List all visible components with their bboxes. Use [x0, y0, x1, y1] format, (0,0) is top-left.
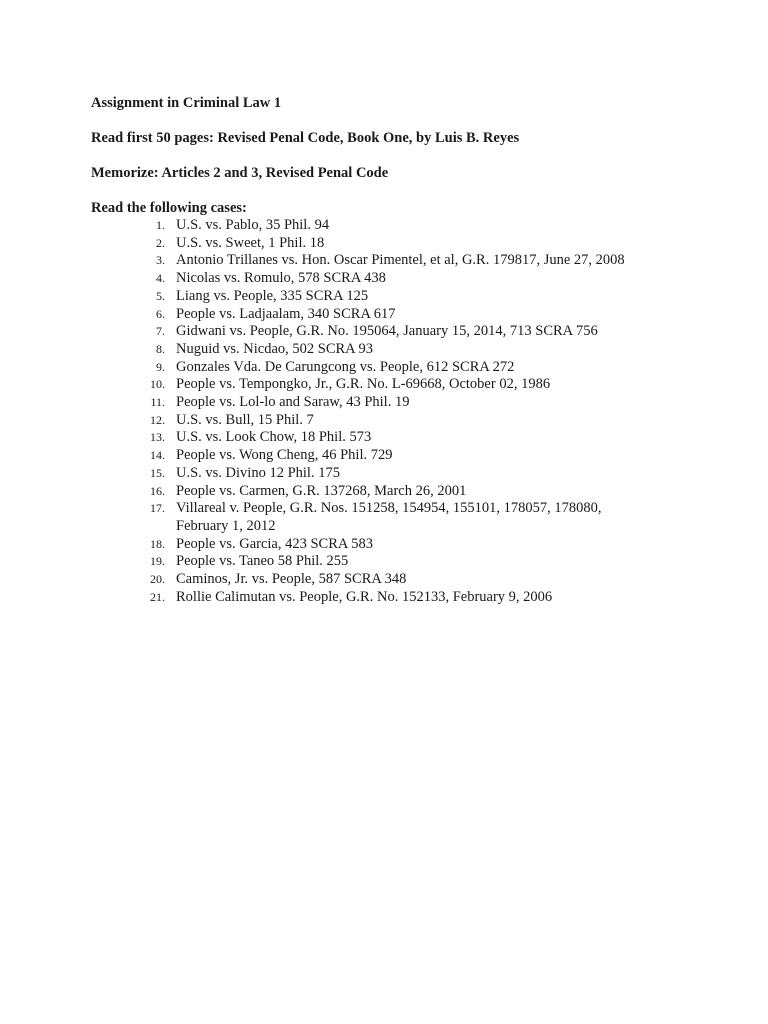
case-number: 12.	[150, 412, 165, 427]
case-item	[91, 359, 731, 377]
case-item	[91, 536, 731, 554]
cases-heading: Read the following cases:	[91, 200, 247, 216]
case-item	[91, 288, 731, 306]
document-page	[91, 94, 731, 606]
case-item	[91, 571, 731, 589]
case-number: 13.	[150, 430, 165, 445]
case-number: 17.	[150, 501, 165, 516]
case-item	[91, 412, 731, 430]
case-citation: People vs. Ladjaalam, 340 SCRA 617	[176, 305, 396, 322]
case-item	[91, 235, 731, 253]
memorize-assignment: Memorize: Articles 2 and 3, Revised Penal Code	[91, 165, 389, 181]
case-citation: Rollie Calimutan vs. People, G.R. No. 152133, February 9, 2006	[176, 588, 553, 605]
case-item	[91, 323, 731, 341]
case-number: 14.	[150, 448, 165, 463]
case-list	[91, 217, 731, 606]
case-item	[91, 252, 731, 270]
case-citation: Liang vs. People, 335 SCRA 125	[176, 287, 369, 304]
case-item	[91, 589, 731, 607]
case-number: 20.	[150, 572, 165, 587]
case-citation: Gonzales Vda. De Carungcong vs. People, 612 SCRA 272	[176, 358, 515, 375]
case-number: 2.	[156, 235, 165, 250]
case-citation: People vs. Taneo 58 Phil. 255	[176, 553, 349, 570]
case-number: 8.	[156, 341, 165, 356]
case-citation: Villareal v. People, G.R. Nos. 151258, 154954, 155101, 178057, 178080, February 1, 2012	[176, 500, 602, 534]
case-citation: People vs. Lol-lo and Saraw, 43 Phil. 19	[176, 394, 410, 411]
case-citation: Caminos, Jr. vs. People, 587 SCRA 348	[176, 571, 407, 588]
case-citation: U.S. vs. Sweet, 1 Phil. 18	[176, 234, 325, 251]
case-citation: Antonio Trillanes vs. Hon. Oscar Pimentel, et al, G.R. 179817, June 27, 2008	[176, 252, 625, 269]
case-item	[91, 306, 731, 324]
case-citation: U.S. vs. Bull, 15 Phil. 7	[176, 411, 314, 428]
case-item	[91, 500, 731, 535]
case-citation: U.S. vs. Look Chow, 18 Phil. 573	[176, 429, 372, 446]
case-number: 15.	[150, 465, 165, 480]
case-number: 21.	[150, 589, 165, 604]
case-number: 16.	[150, 483, 165, 498]
case-number: 18.	[150, 536, 165, 551]
case-citation: U.S. vs. Pablo, 35 Phil. 94	[176, 217, 330, 233]
case-citation: People vs. Carmen, G.R. 137268, March 26, 2001	[176, 482, 467, 499]
case-citation: Gidwani vs. People, G.R. No. 195064, January 15, 2014, 713 SCRA 756	[176, 323, 598, 340]
case-number: 5.	[156, 288, 165, 303]
case-item	[91, 447, 731, 465]
document-title: Assignment in Criminal Law 1	[91, 95, 282, 111]
case-number: 9.	[156, 359, 165, 374]
case-item	[91, 217, 731, 235]
case-citation: People vs. Wong Cheng, 46 Phil. 729	[176, 447, 393, 464]
case-number: 6.	[156, 306, 165, 321]
case-item	[91, 394, 731, 412]
case-citation: People vs. Tempongko, Jr., G.R. No. L-69668, October 02, 1986	[176, 376, 551, 393]
case-citation: People vs. Garcia, 423 SCRA 583	[176, 535, 373, 552]
case-item	[91, 376, 731, 394]
case-citation: U.S. vs. Divino 12 Phil. 175	[176, 464, 340, 481]
case-number: 1.	[156, 218, 165, 232]
case-item	[91, 270, 731, 288]
case-item	[91, 553, 731, 571]
case-item	[91, 429, 731, 447]
case-citation: Nuguid vs. Nicdao, 502 SCRA 93	[176, 340, 373, 357]
case-item	[91, 465, 731, 483]
case-number: 7.	[156, 324, 165, 339]
case-item	[91, 341, 731, 359]
reading-assignment: Read first 50 pages: Revised Penal Code, Book One, by Luis B. Reyes	[91, 130, 520, 146]
case-number: 3.	[156, 253, 165, 268]
case-number: 19.	[150, 554, 165, 569]
case-item	[91, 483, 731, 501]
case-citation: Nicolas vs. Romulo, 578 SCRA 438	[176, 270, 386, 287]
case-number: 4.	[156, 271, 165, 286]
case-number: 10.	[150, 377, 165, 392]
case-number: 11.	[150, 395, 165, 410]
